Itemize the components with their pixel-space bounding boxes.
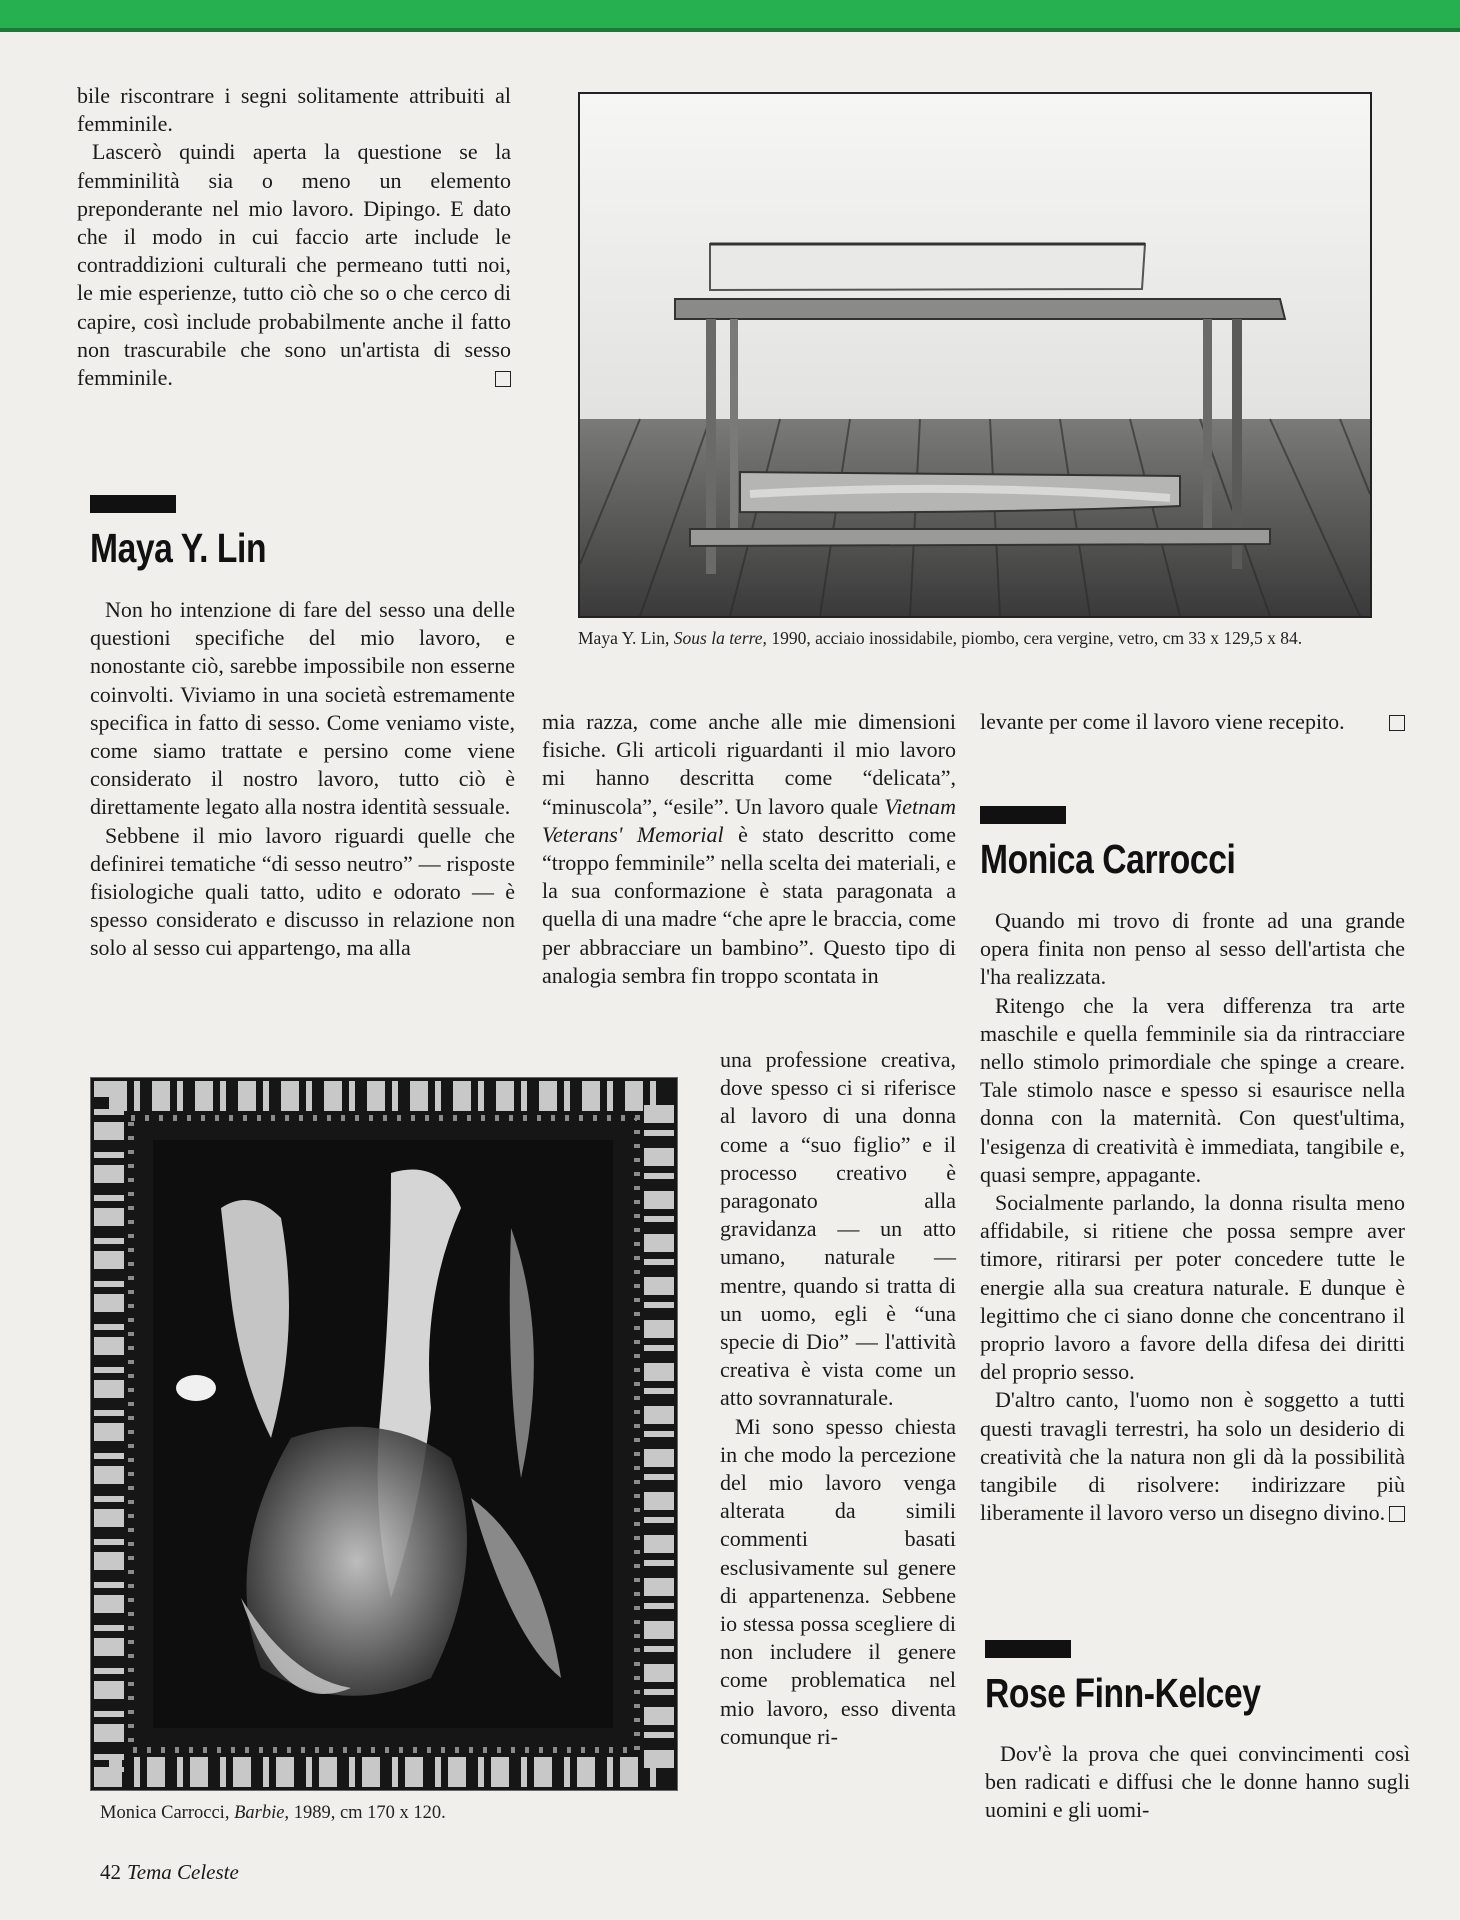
green-top-band (0, 0, 1460, 28)
paragraph: una professione creativa, dove spesso ci si riferisce al lavoro di una donna come a “suo figlio” e il processo creativo è paragonato alla gravidanza — un atto umano, naturale — mentre, quando si tratta di un uomo, egli è “una specie di Dio” — l'attività creativa è vista come un atto sovrannaturale. (720, 1047, 956, 1411)
carrocci-col3-text (980, 907, 1405, 1527)
heading-bar (980, 806, 1066, 824)
work-title: Vietnam Veterans' Memorial (542, 793, 956, 847)
heading-bar (90, 495, 176, 513)
end-mark-icon (1389, 715, 1405, 731)
caption-title: Barbie, (234, 1803, 290, 1823)
paragraph: Quando mi trovo di fronte ad una grande opera finita non penso al sesso dell'artista che l'ha realizzata. (980, 908, 1405, 990)
paragraph: bile riscontrare i segni solitamente attribuiti al femminile. (77, 83, 511, 137)
section-heading-lin (90, 495, 305, 572)
end-mark-icon (1389, 1506, 1405, 1522)
photo-barbie (90, 1077, 678, 1791)
paragraph: Lascerò quindi aperta la questione se la femminilità sia o meno un elemento preponderante nel mio lavoro. Dipingo. E dato che il modo in cui faccio arte include le contraddizioni culturali che permeano tutti noi, le mie esperienze, tutto ciò che so o che cerco di capire, così include probabilmente anche il fatto non trascurabile che sono un'artista di sesso femminile. (77, 139, 511, 391)
caption-artist: Monica Carrocci, (100, 1803, 230, 1823)
paragraph: levante per come il lavoro viene recepito. (980, 708, 1405, 736)
paragraph: Mi sono spesso chiesta in che modo la percezione del mio lavoro venga alterata da simili commenti basati esclusivamente sul genere di appartenenza. Sebbene io stessa possa scegliere di non includere il genere come problematica nel mio lavoro, esso diventa comunque ri- (720, 1413, 956, 1749)
paragraph: Dov'è la prova che quei convincimenti così ben radicati e diffusi che le donne hanno sugli uomini e gli uomi- (985, 1741, 1410, 1823)
photo-sous-la-terre (578, 92, 1372, 618)
magazine-name: Tema Celeste (127, 1860, 239, 1884)
paragraph: D'altro canto, l'uomo non è soggetto a tutti questi travagli terrestri, ha solo un desiderio di creatività che la natura non gli dà la possibilità tangibile di risolvere: indirizzare più liberamente il lavoro verso un disegno divino. (980, 1387, 1405, 1526)
section-heading-carrocci (980, 806, 1292, 883)
paragraph: Sebbene il mio lavoro riguardi quelle che definirei tematiche “di sesso neutro” — risposte fisiologiche quali tatto, udito e odorato — è spesso considerato e discusso in relazione non solo al sesso cui appartengo, ma alla (90, 822, 515, 961)
caption-lin (578, 628, 1370, 648)
section-heading-finn (985, 1640, 1321, 1717)
caption-details: 1989, cm 170 x 120. (293, 1803, 446, 1823)
page-number: 42 (100, 1860, 121, 1884)
barbie-image (91, 1078, 677, 1790)
caption-artist: Maya Y. Lin, (578, 628, 670, 648)
caption-carrocci (100, 1803, 680, 1823)
end-mark-icon (495, 371, 511, 387)
heading-title: Maya Y. Lin (90, 525, 267, 571)
page-footer (100, 1860, 239, 1885)
sculpture-image (580, 94, 1370, 616)
paragraph: Socialmente parlando, la donna risulta meno affidabile, si ritiene che possa sempre aver timore, ritirarsi per poter concedere tutte le energie alla sua creatura naturale. E dunque è legittimo che ci siano donne che concentrano il proprio lavoro a favore della difesa dei diritti del proprio sesso. (980, 1190, 1405, 1385)
paragraph: Non ho intenzione di fare del sesso una delle questioni specifiche del mio lavoro, e nonostante ciò, sarebbe impossibile non esserne coinvolti. Viviamo in una società estremamente specifica in fatto di sesso. Come veniamo viste, come siamo trattate e persino come viene considerato il nostro lavoro, tutto ciò è direttamente legato alla nostra identità sessuale. (90, 597, 515, 820)
lin-col3-text (980, 708, 1405, 736)
heading-bar (985, 1640, 1071, 1658)
heading-title: Monica Carrocci (980, 836, 1236, 882)
lin-col1-text (90, 596, 515, 963)
col1-top-text (77, 82, 511, 392)
lin-col2-text (542, 708, 956, 990)
finn-col3-text (985, 1740, 1410, 1825)
heading-title: Rose Finn-Kelcey (985, 1670, 1261, 1716)
paragraph: Ritengo che la vera differenza tra arte maschile e quella femminile sia da rintracciare nello stimolo primordiale che spinge a creare. Tale stimolo nasce e spesso si esaurisce nella donna con la maternità. Con quest'ultima, l'esigenza di creatività è immediata, tangibile e, quasi sempre, appagante. (980, 992, 1405, 1187)
lin-col2-narrow-text (720, 1046, 956, 1751)
caption-title: Sous la terre, (673, 628, 767, 648)
caption-details: 1990, acciaio inossidabile, piombo, cera vergine, vetro, cm 33 x 129,5 x 84. (771, 628, 1303, 648)
paragraph: mia razza, come anche alle mie dimensioni fisiche. Gli articoli riguardanti il mio lavoro mi hanno descritta come “delicata”, “minuscola”, “esile”. Un lavoro quale Vietnam Veterans' Memorial è stato descritto come “troppo femminile” nella scelta dei materiali, e la sua conformazione è stata paragonata a quella di una madre “che apre le braccia, come per abbracciare un bambino”. Questo tipo di analogia sembra fin troppo scontata in (542, 709, 957, 988)
